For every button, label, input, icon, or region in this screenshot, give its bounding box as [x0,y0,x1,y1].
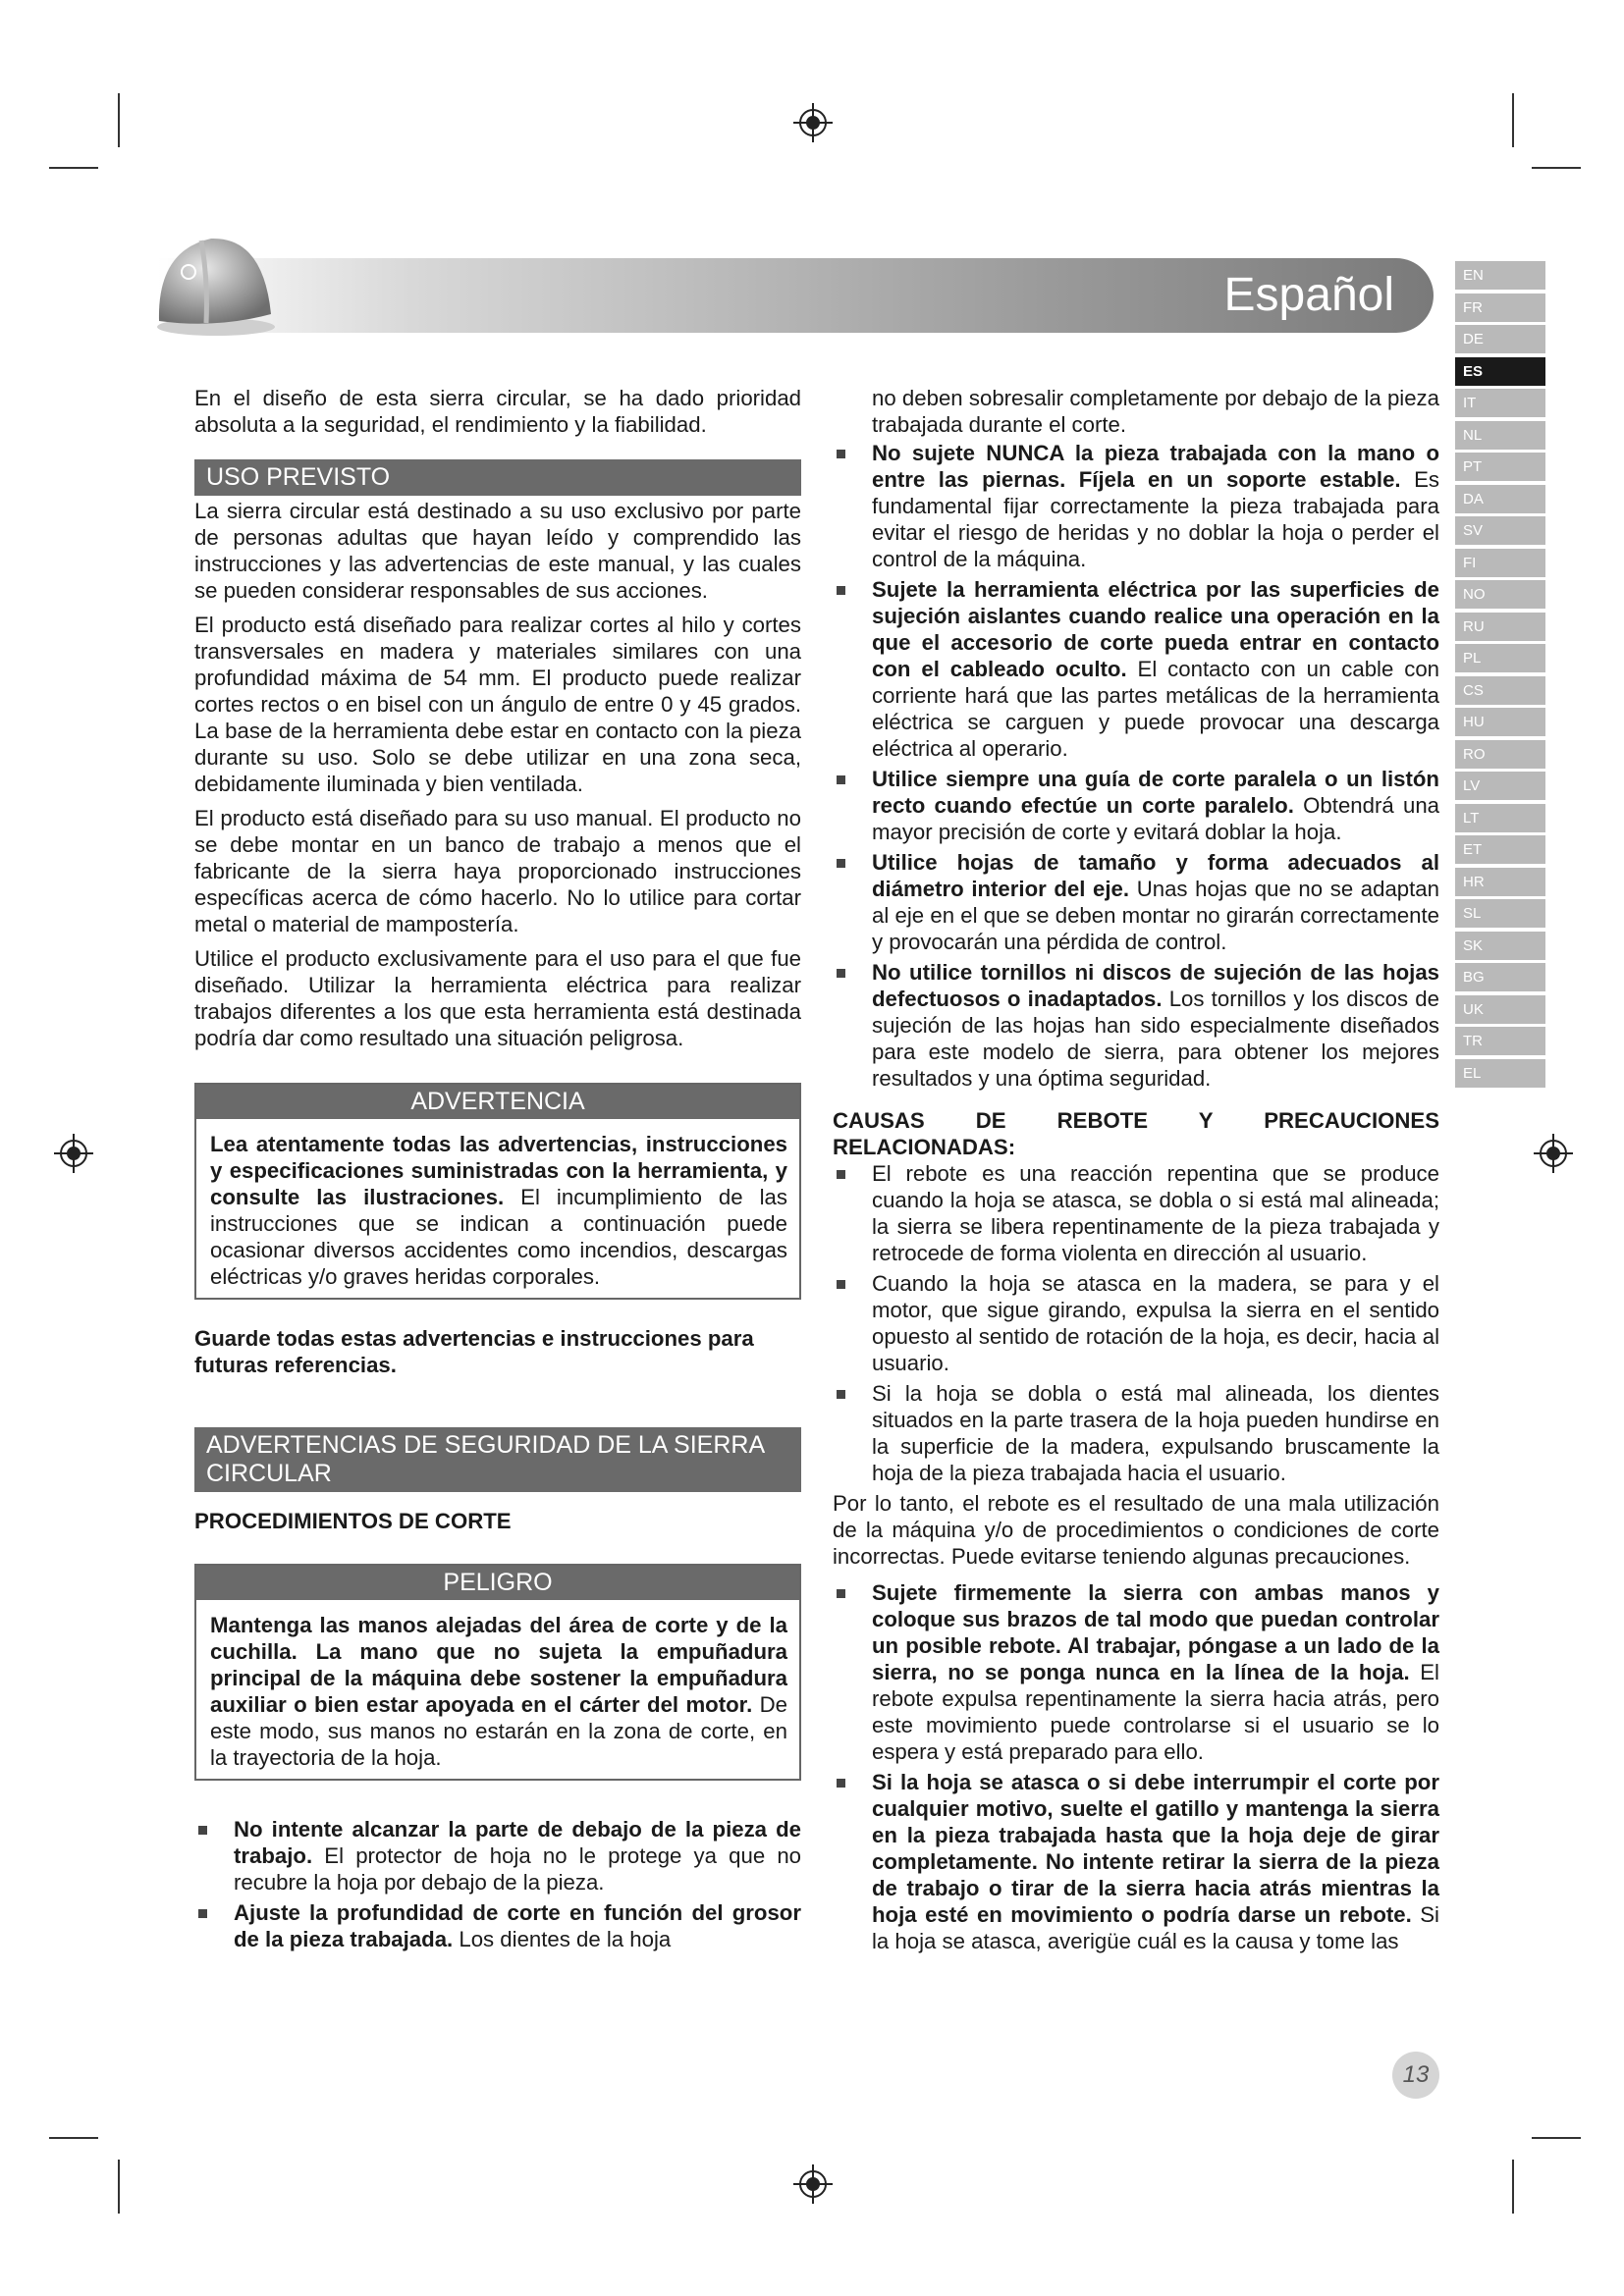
language-tab-uk[interactable]: UK [1455,995,1545,1024]
language-tab-no[interactable]: NO [1455,580,1545,609]
language-tab-sv[interactable]: SV [1455,516,1545,545]
section-title-uso-previsto: USO PREVISTO [194,459,801,496]
warning-title: ADVERTENCIA [196,1085,799,1119]
list-item: Sujete firmemente la sierra con ambas manos y coloque sus brazos de tal modo que puedan controlar un posible rebote. Al trabajar, póngase a un lado de la sierra, no se ponga nunca en la línea de la hoja. El rebote expulsa repentinamente la sierra hacia atrás, pero este movimiento puede controlarse si el usuario se lo espera y está preparado para ello. [833,1579,1439,1765]
language-title: Español [1223,269,1394,321]
crop-mark [1512,2160,1514,2214]
language-tab-da[interactable]: DA [1455,485,1545,513]
registration-mark-icon [54,1134,93,1173]
language-tab-ro[interactable]: RO [1455,740,1545,769]
language-tab-it[interactable]: IT [1455,389,1545,417]
list-item: Utilice hojas de tamaño y forma adecuados al diámetro interior del eje. Unas hojas que no se adaptan al eje en el que se deben montar no girarán correctamente y provocarán una pérdida de control. [833,849,1439,955]
warning-box [194,1083,801,1300]
language-tabs [1455,261,1545,1091]
list-item: No utilice tornillos ni discos de sujeción de las hojas defectuosos o inadaptados. Los tornillos y los discos de sujeción de las hojas han sido especialmente diseñados para este modelo de sierra, para obtener los mejores resultados y una óptima seguridad. [833,959,1439,1092]
language-tab-de[interactable]: DE [1455,325,1545,353]
language-tab-hu[interactable]: HU [1455,708,1545,736]
crop-mark [1532,2137,1581,2139]
right-column [833,385,1439,1958]
intro-paragraph: En el diseño de esta sierra circular, se ha dado prioridad absoluta a la seguridad, el rendimiento y la fiabilidad. [194,386,801,437]
language-tab-nl[interactable]: NL [1455,421,1545,450]
warning-text: Lea atentamente todas las advertencias, instrucciones y especificaciones suministradas con la herramienta, y consulte las ilustraciones. El incumplimiento de las instrucciones que se indican a continuación puede ocasionar diversos accidentes como incendios, descargas eléctricas y/o graves heridas corporales. [210,1132,787,1289]
language-tab-pt[interactable]: PT [1455,453,1545,481]
paragraph: La sierra circular está destinado a su uso exclusivo por parte de personas adultas que hayan leído y comprendido las instrucciones y las advertencias de este manual, y las cuales se pueden considerar responsables de sus acciones. [194,499,801,603]
language-tab-lv[interactable]: LV [1455,772,1545,800]
crop-mark [1512,93,1514,147]
safety-helmet-icon [147,211,275,339]
danger-box [194,1564,801,1781]
language-tab-es[interactable]: ES [1455,357,1545,386]
list-item: Cuando la hoja se atasca en la madera, se para y el motor, que sigue girando, expulsa la sierra en el sentido opuesto al sentido de rotación de la hoja, es decir, hacia al usuario. [833,1270,1439,1376]
language-tab-cs[interactable]: CS [1455,676,1545,705]
crop-mark [49,167,98,169]
continued-text: no deben sobresalir completamente por debajo de la pieza trabajada durante el corte. [872,386,1439,437]
language-tab-bg[interactable]: BG [1455,963,1545,991]
language-tab-hr[interactable]: HR [1455,868,1545,896]
subheading-kickback: CAUSAS DE REBOTE Y PRECAUCIONES RELACIONADAS: [833,1108,1439,1159]
list-item: No sujete NUNCA la pieza trabajada con la mano o entre las piernas. Fíjela en un soporte estable. Es fundamental fijar correctamente la pieza trabajada para evitar el riesgo de heridas y no doblar la hoja o perder el control de la máquina. [833,440,1439,572]
language-tab-lt[interactable]: LT [1455,804,1545,832]
keep-instructions-note: Guarde todas estas advertencias e instrucciones para futuras referencias. [194,1326,754,1377]
language-tab-ru[interactable]: RU [1455,613,1545,641]
danger-title: PELIGRO [196,1566,799,1600]
list-item: Utilice siempre una guía de corte paralela o un listón recto cuando efectúe un corte paralelo. Obtendrá una mayor precisión de corte y evitará doblar la hoja. [833,766,1439,845]
paragraph: Utilice el producto exclusivamente para el uso para el que fue diseñado. Utilizar la herramienta eléctrica para realizar trabajos diferentes a los que esta herramienta está destinada podría dar como resultado una situación peligrosa. [194,946,801,1050]
list-item: Si la hoja se dobla o está mal alineada, los dientes situados en la parte trasera de la hoja pueden hundirse en la superficie de la madera, expulsando bruscamente la hoja de la pieza trabajada hacia el usuario. [833,1380,1439,1486]
language-tab-en[interactable]: EN [1455,261,1545,290]
kickback-list [833,1160,1439,1486]
language-tab-pl[interactable]: PL [1455,644,1545,672]
list-item: El rebote es una reacción repentina que se produce cuando la hoja se atasca, se dobla o si está mal alineada; la sierra se libera repentinamente de la pieza trabajada y retrocede de forma violenta en dirección al usuario. [833,1160,1439,1266]
registration-mark-icon [1534,1134,1573,1173]
language-tab-sk[interactable]: SK [1455,932,1545,960]
paragraph: El producto está diseñado para su uso manual. El producto no se debe montar en un banco de trabajo a menos que el fabricante de la sierra haya proporcionado instrucciones específicas acerca de cómo hacerlo. No lo utilice para cortar metal o material de mampostería. [194,806,801,936]
crop-mark [118,93,120,147]
subheading-cutting: PROCEDIMIENTOS DE CORTE [194,1509,512,1533]
page-number: 13 [1392,2052,1439,2099]
registration-mark-icon [793,2164,833,2204]
safety-list [833,440,1439,1092]
language-tab-tr[interactable]: TR [1455,1027,1545,1055]
language-tab-el[interactable]: EL [1455,1059,1545,1088]
language-tab-fr[interactable]: FR [1455,294,1545,322]
list-item: Sujete la herramienta eléctrica por las superficies de sujeción aislantes cuando realice una operación en la que el accesorio de corte pueda entrar en contacto con el cableado oculto. El contacto con un cable con corriente hará que las partes metálicas de la herramienta eléctrica se carguen y puede provocar una descarga eléctrica al operario. [833,576,1439,762]
list-item: No intente alcanzar la parte de debajo de la pieza de trabajo. El protector de hoja no le protege ya que no recubre la hoja por debajo de la pieza. [194,1816,801,1896]
language-tab-fi[interactable]: FI [1455,549,1545,577]
crop-mark [49,2137,98,2139]
crop-mark [1532,167,1581,169]
language-tab-et[interactable]: ET [1455,835,1545,864]
left-column [194,385,801,1956]
crop-mark [118,2160,120,2214]
paragraph: Por lo tanto, el rebote es el resultado de una mala utilización de la máquina y/o de procedimientos o condiciones de corte incorrectas. Puede evitarse teniendo algunas precauciones. [833,1491,1439,1569]
danger-text: Mantenga las manos alejadas del área de corte y de la cuchilla. La mano que no sujeta la empuñadura principal de la máquina debe sostener la empuñadura auxiliar o bien estar apoyada en el cárter del motor. De este modo, sus manos no estarán en la zona de corte, en la trayectoria de la hoja. [210,1613,787,1770]
section-title-safety: ADVERTENCIAS DE SEGURIDAD DE LA SIERRA CIRCULAR [194,1427,801,1492]
list-item: Si la hoja se atasca o si debe interrumpir el corte por cualquier motivo, suelte el gatillo y mantenga la sierra en la pieza trabajada hasta que la hoja deje de girar completamente. No intente retirar la sierra de la pieza de trabajo o tirar de la sierra hacia atrás mientras la hoja esté en movimiento o podría darse un rebote. Si la hoja se atasca, averigüe cuál es la causa y tome las [833,1769,1439,1954]
precautions-list [833,1579,1439,1954]
header-bar [157,258,1434,333]
language-tab-sl[interactable]: SL [1455,899,1545,928]
list-item: Ajuste la profundidad de corte en función del grosor de la pieza trabajada. Los dientes de la hoja [194,1899,801,1952]
cutting-list [194,1816,801,1952]
registration-mark-icon [793,103,833,142]
paragraph: El producto está diseñado para realizar cortes al hilo y cortes transversales en madera y materiales similares con una profundidad máxima de 54 mm. El producto puede realizar cortes rectos o en bisel con un ángulo de entre 0 y 45 grados. La base de la herramienta debe estar en contacto con la pieza durante su uso. Solo se debe utilizar en una zona seca, debidamente iluminada y bien ventilada. [194,613,801,796]
